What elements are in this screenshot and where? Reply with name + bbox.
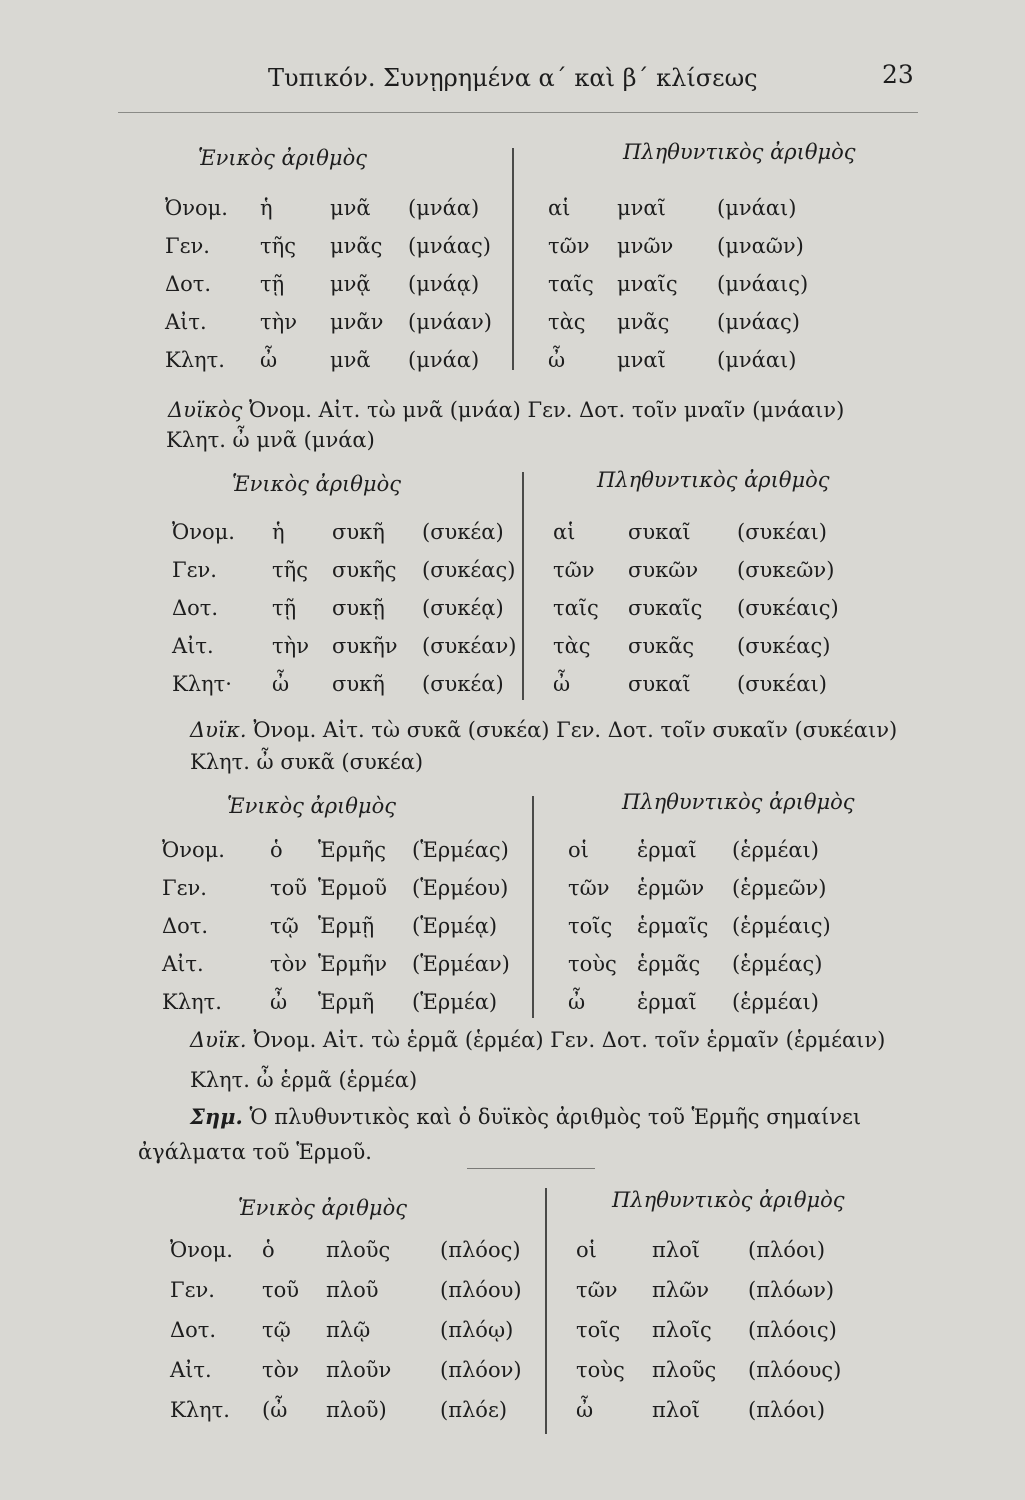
case-label: Δοτ.	[165, 272, 212, 296]
plural-contract-form: συκαῖς	[628, 596, 703, 620]
uncontracted-form: (συκέας)	[422, 558, 516, 582]
plural-contract-form: ἑρμῶν	[637, 876, 705, 900]
uncontracted-form: (μνάαν)	[408, 310, 492, 334]
uncontracted-form: (Ἑρμέας)	[412, 838, 509, 862]
plural-contract-form: ἑρμαῖ	[637, 990, 697, 1014]
singular-heading: Ἑνικὸς ἀριθμὸς	[232, 472, 401, 496]
plural-uncontracted-form: (ἑρμέας)	[732, 952, 823, 976]
article: ὦ	[272, 672, 290, 696]
plural-uncontracted-form: (συκέαις)	[737, 596, 839, 620]
plural-contract-form: ἑρμαῖ	[637, 838, 697, 862]
singular-heading: Ἑνικὸς ἀριθμὸς	[227, 794, 396, 818]
article: τῆς	[260, 234, 296, 258]
uncontracted-form: (Ἑρμέᾳ)	[412, 914, 498, 938]
plural-contract-form: πλῶν	[652, 1278, 710, 1302]
contract-form: Ἑρμῆ	[318, 990, 375, 1014]
uncontracted-form: (μνάας)	[408, 234, 491, 258]
plural-article: ὦ	[568, 990, 586, 1014]
dual-line	[190, 1028, 885, 1052]
case-label: Δοτ.	[162, 914, 209, 938]
uncontracted-form: (Ἑρμέου)	[412, 876, 509, 900]
column-divider	[522, 472, 524, 700]
case-label: Γεν.	[162, 876, 207, 900]
plural-uncontracted-form: (συκεῶν)	[737, 558, 835, 582]
plural-article: ὦ	[548, 348, 566, 372]
plural-uncontracted-form: (συκέας)	[737, 634, 831, 658]
plural-uncontracted-form: (ἑρμέαι)	[732, 990, 819, 1014]
case-label: Γεν.	[165, 234, 210, 258]
plural-uncontracted-form: (μναῶν)	[717, 234, 804, 258]
uncontracted-form: (Ἑρμέα)	[412, 990, 498, 1014]
plural-uncontracted-form: (μνάαι)	[717, 348, 797, 372]
uncontracted-form: (πλόου)	[440, 1278, 522, 1302]
dual-label: Δυϊκ.	[190, 718, 247, 742]
plural-uncontracted-form: (ἑρμέαι)	[732, 838, 819, 862]
plural-contract-form: συκῶν	[628, 558, 699, 582]
plural-uncontracted-form: (πλόοις)	[748, 1318, 837, 1342]
article: τοῦ	[270, 876, 308, 900]
contract-form: συκῆ	[332, 672, 385, 696]
plural-uncontracted-form: (πλόοι)	[748, 1398, 826, 1422]
case-label: Αἰτ.	[172, 634, 214, 658]
plural-article: τοῖς	[568, 914, 613, 938]
uncontracted-form: (συκέα)	[422, 520, 504, 544]
article: τὴν	[260, 310, 297, 334]
plural-article: τοὺς	[576, 1358, 625, 1382]
plural-contract-form: μνᾶς	[617, 310, 670, 334]
plural-uncontracted-form: (μνάαι)	[717, 196, 797, 220]
plural-article: τῶν	[568, 876, 610, 900]
article: τὸν	[262, 1358, 300, 1382]
header-rule	[118, 112, 918, 113]
plural-article: ταῖς	[553, 596, 599, 620]
dual-vocative: Κλητ. ὦ μνᾶ (μνάα)	[166, 428, 375, 452]
plural-article: αἱ	[548, 196, 571, 220]
page-number: 23	[882, 60, 914, 89]
case-label: Αἰτ.	[170, 1358, 212, 1382]
plural-uncontracted-form: (μνάας)	[717, 310, 800, 334]
dual-line	[190, 718, 897, 742]
article: ἡ	[272, 520, 285, 544]
contract-form: πλοῦ	[326, 1278, 379, 1302]
article: τοῦ	[262, 1278, 300, 1302]
contract-form: Ἑρμῇ	[318, 914, 375, 938]
dual-line	[168, 398, 844, 422]
uncontracted-form: (πλόος)	[440, 1238, 521, 1262]
plural-uncontracted-form: (συκέαι)	[737, 520, 827, 544]
plural-heading: Πληθυντικὸς ἀριθμὸς	[622, 790, 855, 814]
contract-form: μνᾶς	[330, 234, 383, 258]
plural-contract-form: ἑρμᾶς	[637, 952, 701, 976]
note-line	[190, 1104, 861, 1129]
plural-article: αἱ	[553, 520, 576, 544]
note-continuation: ἀγάλματα τοῦ Ἑρμοῦ.	[138, 1140, 372, 1164]
case-label: Κλητ.	[170, 1398, 230, 1422]
article: τῆς	[272, 558, 308, 582]
dual-label: Δυϊκὸς	[168, 398, 243, 422]
case-label: Ὀνομ.	[170, 1238, 233, 1262]
dual-label: Δυϊκ.	[190, 1028, 247, 1052]
article: ὦ	[260, 348, 278, 372]
dual-forms: Ὀνομ. Αἰτ. τὼ ἑρμᾶ (ἑρμέα) Γεν. Δοτ. τοῖν ἑρμαῖν (ἑρμέαιν)	[253, 1028, 886, 1052]
case-label: Κλητ.	[165, 348, 225, 372]
singular-heading: Ἑνικὸς ἀριθμὸς	[238, 1196, 407, 1220]
plural-heading: Πληθυντικὸς ἀριθμὸς	[612, 1188, 845, 1212]
plural-article: ὦ	[553, 672, 571, 696]
plural-contract-form: μναῖ	[617, 348, 666, 372]
running-head: Τυπικόν. Συνῃρημένα α΄ καὶ β΄ κλίσεως	[268, 64, 758, 92]
uncontracted-form: (συκέα)	[422, 672, 504, 696]
plural-contract-form: πλοῦς	[652, 1358, 717, 1382]
uncontracted-form: (μνάᾳ)	[408, 272, 480, 296]
contract-form: συκῆς	[332, 558, 397, 582]
uncontracted-form: (μνάα)	[408, 196, 480, 220]
contract-form: μνᾶ	[330, 348, 371, 372]
case-label: Ὀνομ.	[162, 838, 225, 862]
contract-form: συκῇ	[332, 596, 385, 620]
article: τῇ	[272, 596, 297, 620]
plural-contract-form: μναῖς	[617, 272, 678, 296]
case-label: Δοτ.	[172, 596, 219, 620]
plural-contract-form: πλοῖς	[652, 1318, 712, 1342]
case-label: Ὀνομ.	[165, 196, 228, 220]
article: τῷ	[270, 914, 299, 938]
plural-uncontracted-form: (πλόοι)	[748, 1238, 826, 1262]
plural-article: τὰς	[548, 310, 586, 334]
contract-form: συκῆν	[332, 634, 398, 658]
plural-article: οἱ	[568, 838, 589, 862]
plural-contract-form: πλοῖ	[652, 1238, 700, 1262]
plural-uncontracted-form: (πλόων)	[748, 1278, 835, 1302]
contract-form: πλοῦ)	[326, 1398, 387, 1422]
plural-article: τῶν	[548, 234, 590, 258]
article: ὦ	[270, 990, 288, 1014]
uncontracted-form: (Ἑρμέαν)	[412, 952, 510, 976]
plural-uncontracted-form: (συκέαι)	[737, 672, 827, 696]
uncontracted-form: (μνάα)	[408, 348, 480, 372]
column-divider	[545, 1188, 547, 1434]
section-separator	[467, 1168, 595, 1169]
uncontracted-form: (συκέαν)	[422, 634, 517, 658]
plural-contract-form: συκαῖ	[628, 672, 691, 696]
note-label: Σημ.	[190, 1104, 243, 1129]
plural-article: ὦ	[576, 1398, 594, 1422]
plural-contract-form: πλοῖ	[652, 1398, 700, 1422]
case-label: Αἰτ.	[165, 310, 207, 334]
article: ἡ	[260, 196, 273, 220]
article: τὴν	[272, 634, 309, 658]
article: τῷ	[262, 1318, 291, 1342]
column-divider	[512, 148, 514, 370]
uncontracted-form: (συκέᾳ)	[422, 596, 504, 620]
plural-heading: Πληθυντικὸς ἀριθμὸς	[623, 140, 856, 164]
case-label: Δοτ.	[170, 1318, 217, 1342]
contract-form: Ἑρμῆς	[318, 838, 387, 862]
dual-vocative: Κλητ. ὦ ἑρμᾶ (ἑρμέα)	[190, 1068, 418, 1092]
contract-form: μνᾷ	[330, 272, 371, 296]
dual-forms: Ὀνομ. Αἰτ. τὼ μνᾶ (μνάα) Γεν. Δοτ. τοῖν μναῖν (μνάαιν)	[249, 398, 845, 422]
column-divider	[532, 796, 534, 1018]
contract-form: Ἑρμῆν	[318, 952, 388, 976]
plural-uncontracted-form: (μνάαις)	[717, 272, 809, 296]
uncontracted-form: (πλόε)	[440, 1398, 508, 1422]
plural-article: ταῖς	[548, 272, 594, 296]
uncontracted-form: (πλόον)	[440, 1358, 522, 1382]
article: (ὦ	[262, 1398, 288, 1422]
plural-article: τῶν	[576, 1278, 618, 1302]
article: ὁ	[262, 1238, 275, 1262]
plural-uncontracted-form: (ἑρμεῶν)	[732, 876, 827, 900]
case-label: Γεν.	[172, 558, 217, 582]
plural-contract-form: μναῖ	[617, 196, 666, 220]
case-label: Κλητ·	[172, 672, 232, 696]
plural-contract-form: συκᾶς	[628, 634, 695, 658]
case-label: Κλητ.	[162, 990, 222, 1014]
contract-form: Ἑρμοῦ	[318, 876, 388, 900]
contract-form: μνᾶ	[330, 196, 371, 220]
singular-heading: Ἑνικὸς ἀριθμὸς	[198, 146, 367, 170]
article: ὁ	[270, 838, 283, 862]
case-label: Γεν.	[170, 1278, 215, 1302]
note-text: Ὁ πλυθυντικὸς καὶ ὁ δυϊκὸς ἀριθμὸς τοῦ Ἑρμῆς σημαίνει	[249, 1105, 862, 1129]
plural-article: τοὺς	[568, 952, 617, 976]
plural-uncontracted-form: (ἑρμέαις)	[732, 914, 831, 938]
dual-forms: Ὀνομ. Αἰτ. τὼ συκᾶ (συκέα) Γεν. Δοτ. τοῖν συκαῖν (συκέαιν)	[253, 718, 898, 742]
plural-contract-form: συκαῖ	[628, 520, 691, 544]
plural-contract-form: ἑρμαῖς	[637, 914, 709, 938]
plural-article: τοῖς	[576, 1318, 621, 1342]
contract-form: πλῷ	[326, 1318, 371, 1342]
contract-form: μνᾶν	[330, 310, 384, 334]
plural-heading: Πληθυντικὸς ἀριθμὸς	[597, 468, 830, 492]
plural-article: οἱ	[576, 1238, 597, 1262]
uncontracted-form: (πλόῳ)	[440, 1318, 514, 1342]
contract-form: πλοῦς	[326, 1238, 391, 1262]
contract-form: πλοῦν	[326, 1358, 392, 1382]
plural-contract-form: μνῶν	[617, 234, 674, 258]
case-label: Αἰτ.	[162, 952, 204, 976]
article: τὸν	[270, 952, 308, 976]
plural-article: τὰς	[553, 634, 591, 658]
article: τῇ	[260, 272, 285, 296]
case-label: Ὀνομ.	[172, 520, 235, 544]
dual-vocative: Κλητ. ὦ συκᾶ (συκέα)	[190, 750, 424, 774]
plural-uncontracted-form: (πλόους)	[748, 1358, 842, 1382]
plural-article: τῶν	[553, 558, 595, 582]
contract-form: συκῆ	[332, 520, 385, 544]
